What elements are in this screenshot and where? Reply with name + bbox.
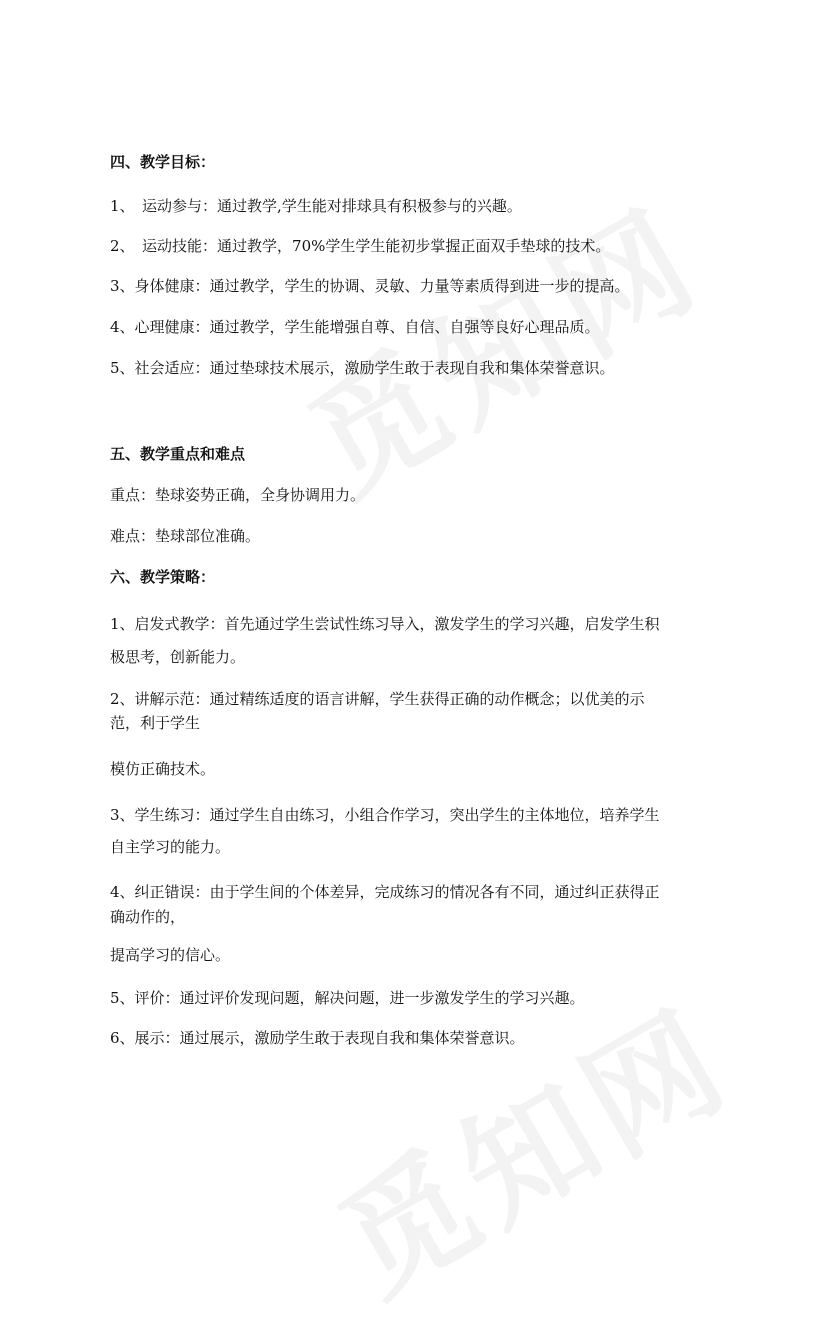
goal-item-1: 1、 运动参与：通过教学,学生能对排球具有积极参与的兴趣。 <box>110 197 522 215</box>
goal-item-4: 4、心理健康：通过教学，学生能增强自尊、自信、自强等良好心理品质。 <box>110 318 600 336</box>
strategy-line: 3、学生练习：通过学生自由练习，小组合作学习，突出学生的主体地位，培养学生 <box>110 806 660 824</box>
strategy-line: 模仿正确技术。 <box>110 760 216 778</box>
goal-item-3: 3、身体健康：通过教学，学生的协调、灵敏、力量等素质得到进一步的提高。 <box>110 277 630 295</box>
strategy-line: 2、讲解示范：通过精练适度的语言讲解，学生获得正确的动作概念；以优美的示 <box>110 690 645 708</box>
strategy-line: 极思考，创新能力。 <box>110 648 246 666</box>
strategy-line: 4、纠正错误：由于学生间的个体差异，完成练习的情况各有不同，通过纠正获得正 <box>110 883 660 901</box>
difficulty: 难点：垫球部位准确。 <box>110 527 261 545</box>
strategy-line: 5、评价：通过评价发现问题，解决问题，进一步激发学生的学习兴趣。 <box>110 989 585 1007</box>
strategy-line: 6、展示：通过展示，激励学生敢于表现自我和集体荣誉意识。 <box>110 1029 525 1047</box>
goal-item-5: 5、社会适应：通过垫球技术展示，激励学生敢于表现自我和集体荣誉意识。 <box>110 359 615 377</box>
goal-item-2: 2、 运动技能：通过教学，70%学生学生能初步掌握正面双手垫球的技术。 <box>110 237 611 255</box>
strategy-line: 确动作的， <box>110 908 186 926</box>
strategy-line: 提高学习的信心。 <box>110 946 231 964</box>
strategy-line: 范，利于学生 <box>110 714 201 732</box>
strategy-line: 自主学习的能力。 <box>110 838 231 856</box>
section4-heading: 四、教学目标： <box>110 153 216 171</box>
strategy-line: 1、启发式教学：首先通过学生尝试性练习导入，激发学生的学习兴趣，启发学生积 <box>110 615 660 633</box>
watermark-bottom <box>301 958 758 1329</box>
key-point: 重点：垫球姿势正确，全身协调用力。 <box>110 486 366 504</box>
section5-heading: 五、教学重点和难点 <box>110 445 246 463</box>
section6-heading: 六、教学策略： <box>110 568 216 586</box>
